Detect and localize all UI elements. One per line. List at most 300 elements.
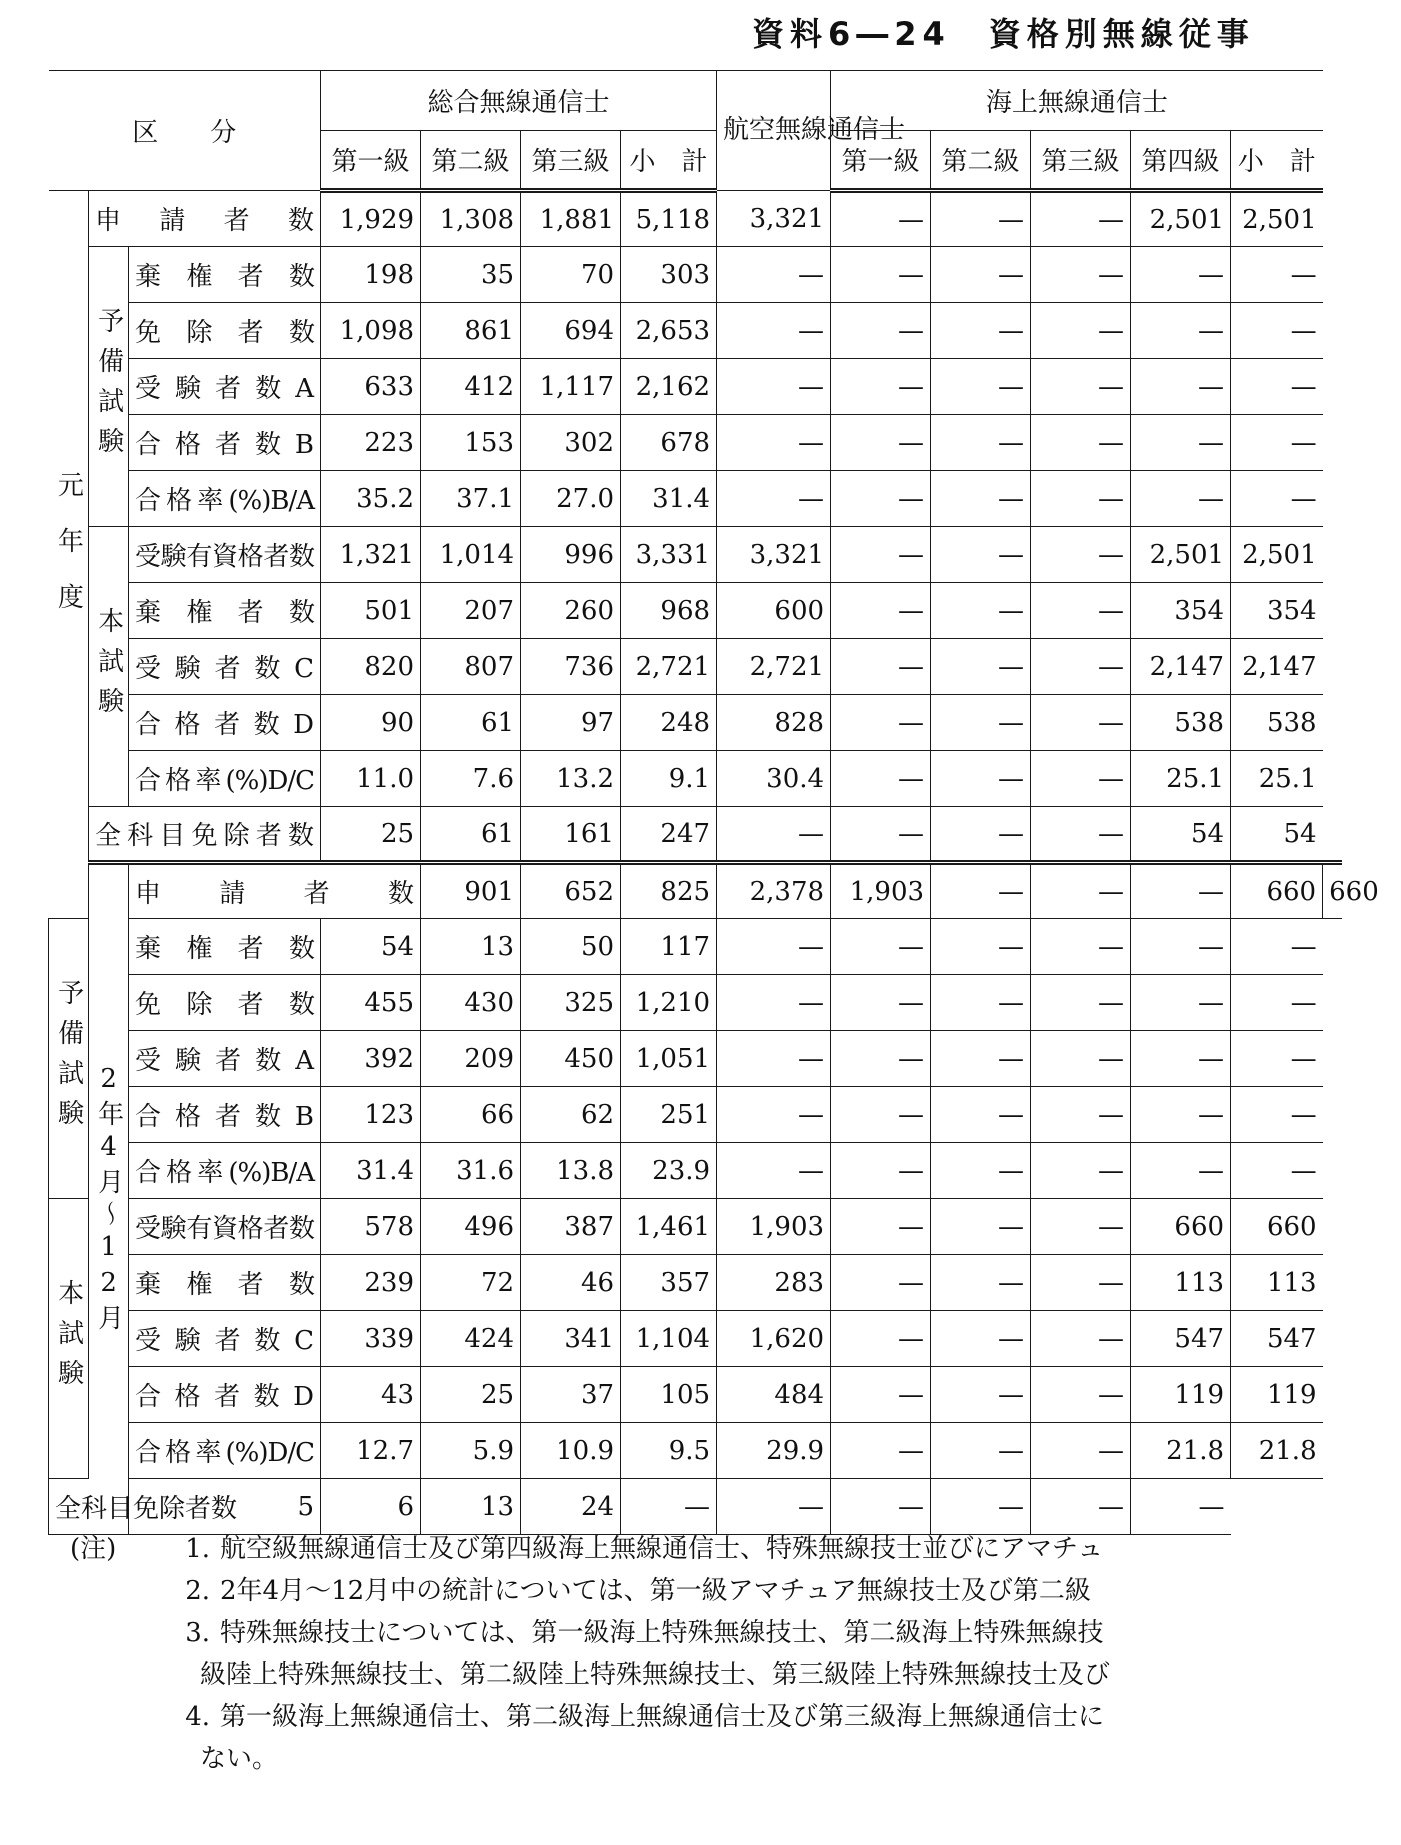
row-label-applicants: 申 請 者 数 bbox=[89, 191, 321, 247]
value-cell: 302 bbox=[521, 415, 621, 471]
value-cell: — bbox=[1031, 975, 1131, 1031]
header-col: 第一級 bbox=[321, 131, 421, 191]
note-number: 3. bbox=[185, 1618, 210, 1648]
value-cell: 387 bbox=[521, 1199, 621, 1255]
value-cell: 54 bbox=[1131, 807, 1231, 863]
value-cell: — bbox=[931, 695, 1031, 751]
value-cell: — bbox=[1231, 415, 1323, 471]
value-cell: — bbox=[621, 1479, 717, 1535]
value-cell: — bbox=[1031, 1031, 1131, 1087]
value-cell: 161 bbox=[521, 807, 621, 863]
value-cell: 72 bbox=[421, 1255, 521, 1311]
value-cell: 25.1 bbox=[1131, 751, 1231, 807]
value-cell: 1,461 bbox=[621, 1199, 717, 1255]
value-cell: — bbox=[717, 303, 831, 359]
value-cell: — bbox=[1231, 471, 1323, 527]
note-item bbox=[70, 1570, 1370, 1612]
row-label: 受験者数C bbox=[129, 1311, 321, 1367]
value-cell: 61 bbox=[421, 695, 521, 751]
row-label: 合格者数B bbox=[129, 415, 321, 471]
value-cell: — bbox=[1031, 359, 1131, 415]
value-cell: 105 bbox=[621, 1367, 717, 1423]
header-col: 第一級 bbox=[831, 131, 931, 191]
value-cell: 1,881 bbox=[521, 191, 621, 247]
value-cell: — bbox=[831, 975, 931, 1031]
value-cell: 1,903 bbox=[717, 1199, 831, 1255]
value-cell: 1,104 bbox=[621, 1311, 717, 1367]
value-cell: — bbox=[931, 639, 1031, 695]
value-cell: — bbox=[931, 1087, 1031, 1143]
value-cell: 2,378 bbox=[717, 863, 831, 919]
header-group-koku: 航空無線通信士 bbox=[717, 71, 831, 191]
value-cell: — bbox=[831, 359, 931, 415]
row-label: 合格者数D bbox=[129, 695, 321, 751]
note-number: 2. bbox=[185, 1576, 210, 1606]
value-cell: — bbox=[1031, 807, 1131, 863]
value-cell: — bbox=[1031, 1311, 1131, 1367]
value-cell: — bbox=[1031, 1423, 1131, 1479]
value-cell: — bbox=[1231, 359, 1323, 415]
value-cell: 1,903 bbox=[831, 863, 931, 919]
header-kubun: 区 分 bbox=[49, 71, 321, 191]
value-cell: 303 bbox=[621, 247, 717, 303]
value-cell: — bbox=[1031, 1255, 1131, 1311]
value-cell: — bbox=[1031, 303, 1131, 359]
value-cell: — bbox=[1231, 1087, 1323, 1143]
value-cell: — bbox=[717, 415, 831, 471]
value-cell: 2,162 bbox=[621, 359, 717, 415]
value-cell: 54 bbox=[1231, 807, 1323, 863]
value-cell: 70 bbox=[521, 247, 621, 303]
value-cell: 538 bbox=[1231, 695, 1323, 751]
value-cell: — bbox=[931, 359, 1031, 415]
value-cell: — bbox=[1131, 359, 1231, 415]
value-cell: 25 bbox=[421, 1367, 521, 1423]
value-cell: — bbox=[717, 1479, 831, 1535]
value-cell: 31.4 bbox=[621, 471, 717, 527]
value-cell: — bbox=[1031, 527, 1131, 583]
value-cell: 13 bbox=[421, 1479, 521, 1535]
value-cell: — bbox=[931, 975, 1031, 1031]
note-continuation: ない。 bbox=[200, 1744, 279, 1774]
value-cell: 325 bbox=[521, 975, 621, 1031]
value-cell: — bbox=[1131, 1479, 1231, 1535]
value-cell: 3,321 bbox=[717, 191, 831, 247]
value-cell: 825 bbox=[621, 863, 717, 919]
value-cell: — bbox=[717, 247, 831, 303]
header-col: 第三級 bbox=[1031, 131, 1131, 191]
value-cell: 2,147 bbox=[1131, 639, 1231, 695]
value-cell: — bbox=[831, 583, 931, 639]
value-cell: 6 bbox=[321, 1479, 421, 1535]
note-head bbox=[70, 1612, 160, 1654]
value-cell: — bbox=[931, 583, 1031, 639]
value-cell: 600 bbox=[717, 583, 831, 639]
value-cell: 1,929 bbox=[321, 191, 421, 247]
value-cell: — bbox=[1031, 1367, 1131, 1423]
header-col: 第二級 bbox=[421, 131, 521, 191]
value-cell: 37.1 bbox=[421, 471, 521, 527]
value-cell: — bbox=[1131, 1031, 1231, 1087]
value-cell: 484 bbox=[717, 1367, 831, 1423]
value-cell: — bbox=[931, 191, 1031, 247]
value-cell: 354 bbox=[1131, 583, 1231, 639]
value-cell: 547 bbox=[1131, 1311, 1231, 1367]
value-cell: — bbox=[1031, 639, 1131, 695]
note-text: 特殊無線技士については、第一級海上特殊無線技士、第二級海上特殊無線技 bbox=[220, 1618, 1104, 1648]
value-cell: 35 bbox=[421, 247, 521, 303]
value-cell: 1,098 bbox=[321, 303, 421, 359]
value-cell: 12.7 bbox=[321, 1423, 421, 1479]
value-cell: 251 bbox=[621, 1087, 717, 1143]
value-cell: — bbox=[717, 1087, 831, 1143]
value-cell: 31.6 bbox=[421, 1143, 521, 1199]
value-cell: — bbox=[831, 919, 931, 975]
value-cell: 11.0 bbox=[321, 751, 421, 807]
value-cell: — bbox=[831, 471, 931, 527]
row-label: 免 除 者 数 bbox=[129, 303, 321, 359]
value-cell: 9.1 bbox=[621, 751, 717, 807]
value-cell: 2,721 bbox=[621, 639, 717, 695]
value-cell: 660 bbox=[1231, 1199, 1323, 1255]
value-cell: — bbox=[1031, 863, 1131, 919]
header-group-kaijo: 海上無線通信士 bbox=[831, 71, 1323, 131]
value-cell: 450 bbox=[521, 1031, 621, 1087]
value-cell: 43 bbox=[321, 1367, 421, 1423]
value-cell: 424 bbox=[421, 1311, 521, 1367]
page-title: 資料6―24 資格別無線従事 bbox=[752, 15, 1255, 53]
row-label-exempt: 全科目免除者数 bbox=[89, 807, 321, 863]
row-label-exempt: 全科目免除者数 bbox=[49, 1479, 129, 1535]
value-cell: 66 bbox=[421, 1087, 521, 1143]
value-cell: — bbox=[1031, 1087, 1131, 1143]
value-cell: 861 bbox=[421, 303, 521, 359]
value-cell: 123 bbox=[321, 1087, 421, 1143]
value-cell: 1,117 bbox=[521, 359, 621, 415]
row-label: 棄 権 者 数 bbox=[129, 919, 321, 975]
value-cell: — bbox=[1031, 471, 1131, 527]
value-cell: — bbox=[717, 1143, 831, 1199]
value-cell: 29.9 bbox=[717, 1423, 831, 1479]
note-item bbox=[70, 1696, 1370, 1738]
value-cell: 1,051 bbox=[621, 1031, 717, 1087]
value-cell: — bbox=[931, 1367, 1031, 1423]
value-cell: 660 bbox=[1131, 1199, 1231, 1255]
header-col: 小 計 bbox=[621, 131, 717, 191]
note-text: 航空級無線通信士及び第四級海上無線通信士、特殊無線技士並びにアマチュ bbox=[220, 1534, 1104, 1564]
value-cell: 209 bbox=[421, 1031, 521, 1087]
row-label: 受験有資格者数 bbox=[129, 527, 321, 583]
row-label-applicants: 申 請 者 数 bbox=[129, 863, 421, 919]
row-label: 合格率(%)B/A bbox=[129, 471, 321, 527]
value-cell: 901 bbox=[421, 863, 521, 919]
value-cell: — bbox=[717, 471, 831, 527]
value-cell: 501 bbox=[321, 583, 421, 639]
value-cell: 430 bbox=[421, 975, 521, 1031]
note-head bbox=[70, 1696, 160, 1738]
value-cell: — bbox=[1231, 975, 1323, 1031]
value-cell: — bbox=[1131, 303, 1231, 359]
value-cell: 7.6 bbox=[421, 751, 521, 807]
header-col: 第三級 bbox=[521, 131, 621, 191]
value-cell: 62 bbox=[521, 1087, 621, 1143]
value-cell: — bbox=[717, 919, 831, 975]
value-cell: 24 bbox=[521, 1479, 621, 1535]
value-cell: 2,501 bbox=[1131, 191, 1231, 247]
value-cell: 283 bbox=[717, 1255, 831, 1311]
row-label: 受験者数A bbox=[129, 1031, 321, 1087]
value-cell: 27.0 bbox=[521, 471, 621, 527]
value-cell: 21.8 bbox=[1231, 1423, 1323, 1479]
value-cell: 119 bbox=[1131, 1367, 1231, 1423]
value-cell: 339 bbox=[321, 1311, 421, 1367]
value-cell: — bbox=[1031, 695, 1131, 751]
note-number: 1. bbox=[185, 1534, 210, 1564]
note-item bbox=[70, 1528, 1370, 1570]
value-cell: 239 bbox=[321, 1255, 421, 1311]
value-cell: 13.8 bbox=[521, 1143, 621, 1199]
value-cell: 2,501 bbox=[1231, 527, 1323, 583]
value-cell: 807 bbox=[421, 639, 521, 695]
value-cell: — bbox=[1031, 415, 1131, 471]
row-label: 合格率(%)D/C bbox=[129, 1423, 321, 1479]
value-cell: — bbox=[831, 527, 931, 583]
section-label: 元年度 bbox=[49, 191, 89, 919]
row-label: 棄 権 者 数 bbox=[129, 1255, 321, 1311]
value-cell: — bbox=[831, 639, 931, 695]
value-cell: — bbox=[831, 1367, 931, 1423]
value-cell: 113 bbox=[1131, 1255, 1231, 1311]
value-cell: 820 bbox=[321, 639, 421, 695]
value-cell: — bbox=[1131, 863, 1231, 919]
value-cell: — bbox=[717, 1031, 831, 1087]
value-cell: — bbox=[717, 359, 831, 415]
value-cell: — bbox=[1231, 1143, 1323, 1199]
value-cell: 90 bbox=[321, 695, 421, 751]
value-cell: 1,210 bbox=[621, 975, 717, 1031]
value-cell: — bbox=[1031, 1199, 1131, 1255]
group-label-main: 本試験 bbox=[49, 1199, 89, 1479]
value-cell: 31.4 bbox=[321, 1143, 421, 1199]
value-cell: — bbox=[1231, 1031, 1323, 1087]
value-cell: 1,620 bbox=[717, 1311, 831, 1367]
value-cell: 341 bbox=[521, 1311, 621, 1367]
row-label: 受験者数A bbox=[129, 359, 321, 415]
value-cell: 2,721 bbox=[717, 639, 831, 695]
row-label: 棄 権 者 数 bbox=[129, 583, 321, 639]
note-head: (注) bbox=[70, 1534, 117, 1564]
value-cell: 968 bbox=[621, 583, 717, 639]
row-label: 免 除 者 数 bbox=[129, 975, 321, 1031]
header-col: 第四級 bbox=[1131, 131, 1231, 191]
value-cell: — bbox=[931, 807, 1031, 863]
value-cell: 694 bbox=[521, 303, 621, 359]
value-cell: — bbox=[931, 1311, 1031, 1367]
value-cell: — bbox=[831, 1199, 931, 1255]
row-label: 受験者数C bbox=[129, 639, 321, 695]
value-cell: — bbox=[931, 415, 1031, 471]
row-label: 合格者数B bbox=[129, 1087, 321, 1143]
header-col: 第二級 bbox=[931, 131, 1031, 191]
value-cell: — bbox=[931, 527, 1031, 583]
value-cell: 54 bbox=[321, 919, 421, 975]
note-number: 4. bbox=[185, 1702, 210, 1732]
value-cell: 357 bbox=[621, 1255, 717, 1311]
value-cell: 2,501 bbox=[1231, 191, 1323, 247]
value-cell: — bbox=[931, 919, 1031, 975]
row-label: 棄 権 者 数 bbox=[129, 247, 321, 303]
value-cell: 678 bbox=[621, 415, 717, 471]
value-cell: — bbox=[831, 751, 931, 807]
value-cell: 30.4 bbox=[717, 751, 831, 807]
value-cell: 828 bbox=[717, 695, 831, 751]
value-cell: 2,501 bbox=[1131, 527, 1231, 583]
value-cell: 5.9 bbox=[421, 1423, 521, 1479]
value-cell: — bbox=[1131, 919, 1231, 975]
note-item bbox=[70, 1612, 1370, 1654]
value-cell: 496 bbox=[421, 1199, 521, 1255]
value-cell: 2,147 bbox=[1231, 639, 1323, 695]
note-text: 第一級海上無線通信士、第二級海上無線通信士及び第三級海上無線通信士に bbox=[220, 1702, 1105, 1732]
header-col: 小 計 bbox=[1231, 131, 1323, 191]
value-cell: — bbox=[1031, 1479, 1131, 1535]
value-cell: 35.2 bbox=[321, 471, 421, 527]
value-cell: — bbox=[1031, 919, 1131, 975]
value-cell: — bbox=[831, 1311, 931, 1367]
note-head bbox=[70, 1570, 160, 1612]
value-cell: 247 bbox=[621, 807, 717, 863]
value-cell: 198 bbox=[321, 247, 421, 303]
value-cell: — bbox=[831, 191, 931, 247]
value-cell: — bbox=[931, 1255, 1031, 1311]
value-cell: 13.2 bbox=[521, 751, 621, 807]
stats-table bbox=[48, 70, 1379, 1535]
value-cell: 660 bbox=[1323, 863, 1342, 919]
value-cell: — bbox=[831, 1143, 931, 1199]
value-cell: — bbox=[931, 303, 1031, 359]
value-cell: 736 bbox=[521, 639, 621, 695]
value-cell: 13 bbox=[421, 919, 521, 975]
value-cell: — bbox=[931, 1143, 1031, 1199]
value-cell: — bbox=[831, 1479, 931, 1535]
value-cell: — bbox=[831, 415, 931, 471]
value-cell: — bbox=[717, 975, 831, 1031]
value-cell: 578 bbox=[321, 1199, 421, 1255]
section-label: 2年4月〜12月 bbox=[89, 863, 129, 1535]
value-cell: — bbox=[1231, 247, 1323, 303]
value-cell: 3,331 bbox=[621, 527, 717, 583]
value-cell: 113 bbox=[1231, 1255, 1323, 1311]
value-cell: — bbox=[1031, 1143, 1131, 1199]
group-label-main: 本試験 bbox=[89, 527, 129, 807]
note-text: 2年4月〜12月中の統計については、第一級アマチュア無線技士及び第二級 bbox=[220, 1576, 1091, 1606]
value-cell: — bbox=[717, 807, 831, 863]
row-label: 合格率(%)B/A bbox=[129, 1143, 321, 1199]
row-label: 合格率(%)D/C bbox=[129, 751, 321, 807]
value-cell: — bbox=[1031, 247, 1131, 303]
value-cell: 660 bbox=[1231, 863, 1323, 919]
value-cell: 5,118 bbox=[621, 191, 717, 247]
value-cell: — bbox=[931, 751, 1031, 807]
value-cell: — bbox=[1031, 751, 1131, 807]
value-cell: 117 bbox=[621, 919, 717, 975]
value-cell: 5 bbox=[129, 1479, 321, 1535]
value-cell: — bbox=[831, 1087, 931, 1143]
value-cell: 412 bbox=[421, 359, 521, 415]
value-cell: — bbox=[1031, 191, 1131, 247]
value-cell: — bbox=[1131, 247, 1231, 303]
value-cell: — bbox=[931, 1199, 1031, 1255]
value-cell: 547 bbox=[1231, 1311, 1323, 1367]
value-cell: 652 bbox=[521, 863, 621, 919]
value-cell: — bbox=[1131, 415, 1231, 471]
value-cell: — bbox=[831, 695, 931, 751]
value-cell: — bbox=[1131, 471, 1231, 527]
value-cell: 23.9 bbox=[621, 1143, 717, 1199]
row-label: 受験有資格者数 bbox=[129, 1199, 321, 1255]
value-cell: 260 bbox=[521, 583, 621, 639]
value-cell: 1,321 bbox=[321, 527, 421, 583]
value-cell: 21.8 bbox=[1131, 1423, 1231, 1479]
value-cell: 1,014 bbox=[421, 527, 521, 583]
value-cell: 9.5 bbox=[621, 1423, 717, 1479]
value-cell: — bbox=[931, 1423, 1031, 1479]
value-cell: 10.9 bbox=[521, 1423, 621, 1479]
value-cell: — bbox=[931, 1479, 1031, 1535]
value-cell: 538 bbox=[1131, 695, 1231, 751]
value-cell: 248 bbox=[621, 695, 717, 751]
row-label: 合格者数D bbox=[129, 1367, 321, 1423]
value-cell: — bbox=[931, 471, 1031, 527]
value-cell: 223 bbox=[321, 415, 421, 471]
notes bbox=[70, 1528, 1370, 1780]
value-cell: 25 bbox=[321, 807, 421, 863]
value-cell: — bbox=[831, 1031, 931, 1087]
value-cell: — bbox=[831, 247, 931, 303]
value-cell: — bbox=[931, 1031, 1031, 1087]
value-cell: 37 bbox=[521, 1367, 621, 1423]
group-label-prelim: 予備試験 bbox=[89, 247, 129, 527]
value-cell: 153 bbox=[421, 415, 521, 471]
value-cell: 207 bbox=[421, 583, 521, 639]
value-cell: 97 bbox=[521, 695, 621, 751]
value-cell: — bbox=[1131, 1087, 1231, 1143]
value-cell: — bbox=[831, 807, 931, 863]
value-cell: — bbox=[1131, 1143, 1231, 1199]
value-cell: 61 bbox=[421, 807, 521, 863]
value-cell: — bbox=[1231, 303, 1323, 359]
header-group-sogo: 総合無線通信士 bbox=[321, 71, 717, 131]
value-cell: 3,321 bbox=[717, 527, 831, 583]
value-cell: 455 bbox=[321, 975, 421, 1031]
value-cell: 996 bbox=[521, 527, 621, 583]
value-cell: — bbox=[1031, 583, 1131, 639]
value-cell: — bbox=[1231, 919, 1323, 975]
value-cell: 633 bbox=[321, 359, 421, 415]
value-cell: 50 bbox=[521, 919, 621, 975]
value-cell: 1,308 bbox=[421, 191, 521, 247]
value-cell: — bbox=[931, 863, 1031, 919]
value-cell: — bbox=[1131, 975, 1231, 1031]
value-cell: 46 bbox=[521, 1255, 621, 1311]
value-cell: 392 bbox=[321, 1031, 421, 1087]
value-cell: — bbox=[831, 1255, 931, 1311]
note-continuation: 級陸上特殊無線技士、第二級陸上特殊無線技士、第三級陸上特殊無線技士及び bbox=[200, 1660, 1111, 1690]
value-cell: 2,653 bbox=[621, 303, 717, 359]
value-cell: — bbox=[831, 1423, 931, 1479]
value-cell: 119 bbox=[1231, 1367, 1323, 1423]
value-cell: 25.1 bbox=[1231, 751, 1323, 807]
